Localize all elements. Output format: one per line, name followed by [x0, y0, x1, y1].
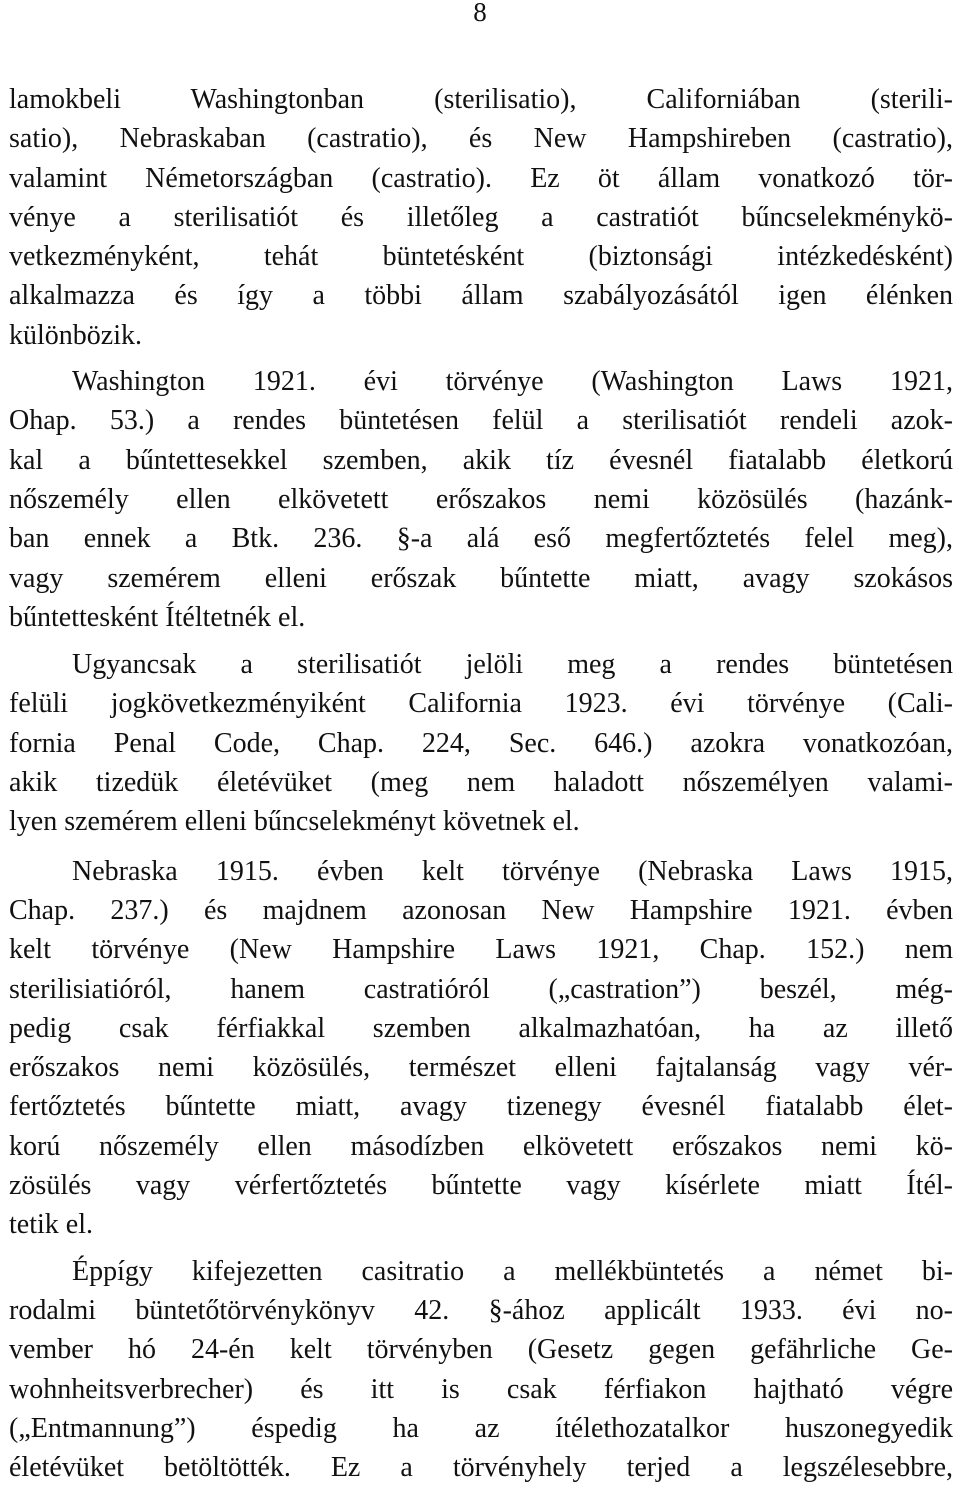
text-line: tetik el. — [9, 1209, 93, 1241]
paragraph-gap — [9, 842, 953, 852]
text-line: ban ennek a Btk. 236. §-a alá eső megfertőztetés felel meg), — [9, 523, 953, 555]
paragraph-4 — [9, 852, 953, 1245]
paragraph-5 — [9, 1252, 953, 1488]
text-line: („Entmannung”) éspedig ha az ítélethozatalkor huszonegyedik — [9, 1412, 953, 1444]
text-line: kal a bűntettesekkel szemben, akik tíz évesnél fiatalabb életkorú — [9, 444, 953, 476]
paragraph-gap — [9, 637, 953, 645]
text-line: wohnheitsverbrecher) és itt is csak férfiakon hajtható végre — [9, 1373, 953, 1405]
text-line: fornia Penal Code, Chap. 224, Sec. 646.) azokra vonatkozóan, — [9, 727, 953, 759]
text-line: vember hó 24-én kelt törvényben (Gesetz gegen gefährliche Ge- — [9, 1334, 953, 1366]
text-line: különbözik. — [9, 319, 142, 351]
text-line: Ohap. 53.) a rendes büntetésen felül a sterilisatiót rendeli azok- — [9, 405, 953, 437]
text-line: vagy szemérem elleni erőszak bűntette miatt, avagy szokásos — [9, 562, 953, 594]
text-line: alkalmazza és így a többi állam szabályozásától igen élénken — [9, 280, 953, 312]
page-number: 8 — [473, 0, 487, 27]
text-line: satio), Nebraskaban (castratio), és New Hampshireben (castratio), — [9, 123, 953, 155]
text-line: fertőztetés bűntette miatt, avagy tizenegy évesnél fiatalabb élet- — [9, 1091, 953, 1123]
text-line: vetkezményként, tehát büntetésként (biztonsági intézkedésként) — [9, 241, 953, 273]
paragraph-gap — [9, 1245, 953, 1252]
text-line: korú nőszemély ellen másodízben elkövetett erőszakos nemi kö- — [9, 1130, 953, 1162]
text-line: Nebraska 1915. évben kelt törvénye (Nebraska Laws 1915, — [72, 855, 953, 887]
paragraph-gap — [9, 355, 953, 362]
text-line: valamint Németországban (castratio). Ez öt állam vonatkozó tör- — [9, 162, 953, 194]
text-line: sterilisiatióról, hanem castratióról („castration”) beszél, még- — [9, 973, 953, 1005]
text-line: nőszemély ellen elkövetett erőszakos nemi közösülés (hazánk- — [9, 483, 953, 515]
text-line: zösülés vagy vérfertőztetés bűntette vagy kísérlete miatt Ítél- — [9, 1170, 953, 1202]
text-line: Éppígy kifejezetten casitratio a mellékbüntetés a német bi- — [72, 1255, 953, 1287]
text-line: erőszakos nemi közösülés, természet elleni fajtalanság vagy vér- — [9, 1052, 953, 1084]
text-line: rodalmi büntetőtörvénykönyv 42. §-ához applicált 1933. évi no- — [9, 1294, 953, 1326]
text-line: Ugyancsak a sterilisatiót jelöli meg a rendes büntetésen — [72, 649, 953, 681]
text-line: kelt törvénye (New Hampshire Laws 1921, Chap. 152.) nem — [9, 934, 953, 966]
page-body — [9, 80, 953, 1487]
text-line: Washington 1921. évi törvénye (Washington Laws 1921, — [72, 366, 953, 398]
text-line: életévüket betöltötték. Ez a törvényhely terjed a legszélesebbre, — [9, 1452, 953, 1484]
text-line: Chap. 237.) és majdnem azonosan New Hampshire 1921. évben — [9, 894, 953, 926]
paragraph-1 — [9, 80, 953, 355]
text-line: felüli jogkövetkezményiként California 1923. évi törvénye (Cali- — [9, 688, 953, 720]
paragraph-3 — [9, 645, 953, 841]
text-line: lamokbeli Washingtonban (sterilisatio), Californiában (sterili- — [9, 84, 953, 115]
text-line: bűntettesként Ítéltetnék el. — [9, 601, 306, 633]
text-line: pedig csak férfiakkal szemben alkalmazhatóan, ha az illető — [9, 1012, 953, 1044]
text-line: vénye a sterilisatiót és illetőleg a castratiót bűncselekménykö- — [9, 201, 953, 233]
text-line: akik tizedük életévüket (meg nem haladott nőszemélyen valami- — [9, 767, 953, 799]
text-line: lyen szemérem elleni bűncselekményt követnek el. — [9, 806, 580, 838]
paragraph-2 — [9, 362, 953, 637]
